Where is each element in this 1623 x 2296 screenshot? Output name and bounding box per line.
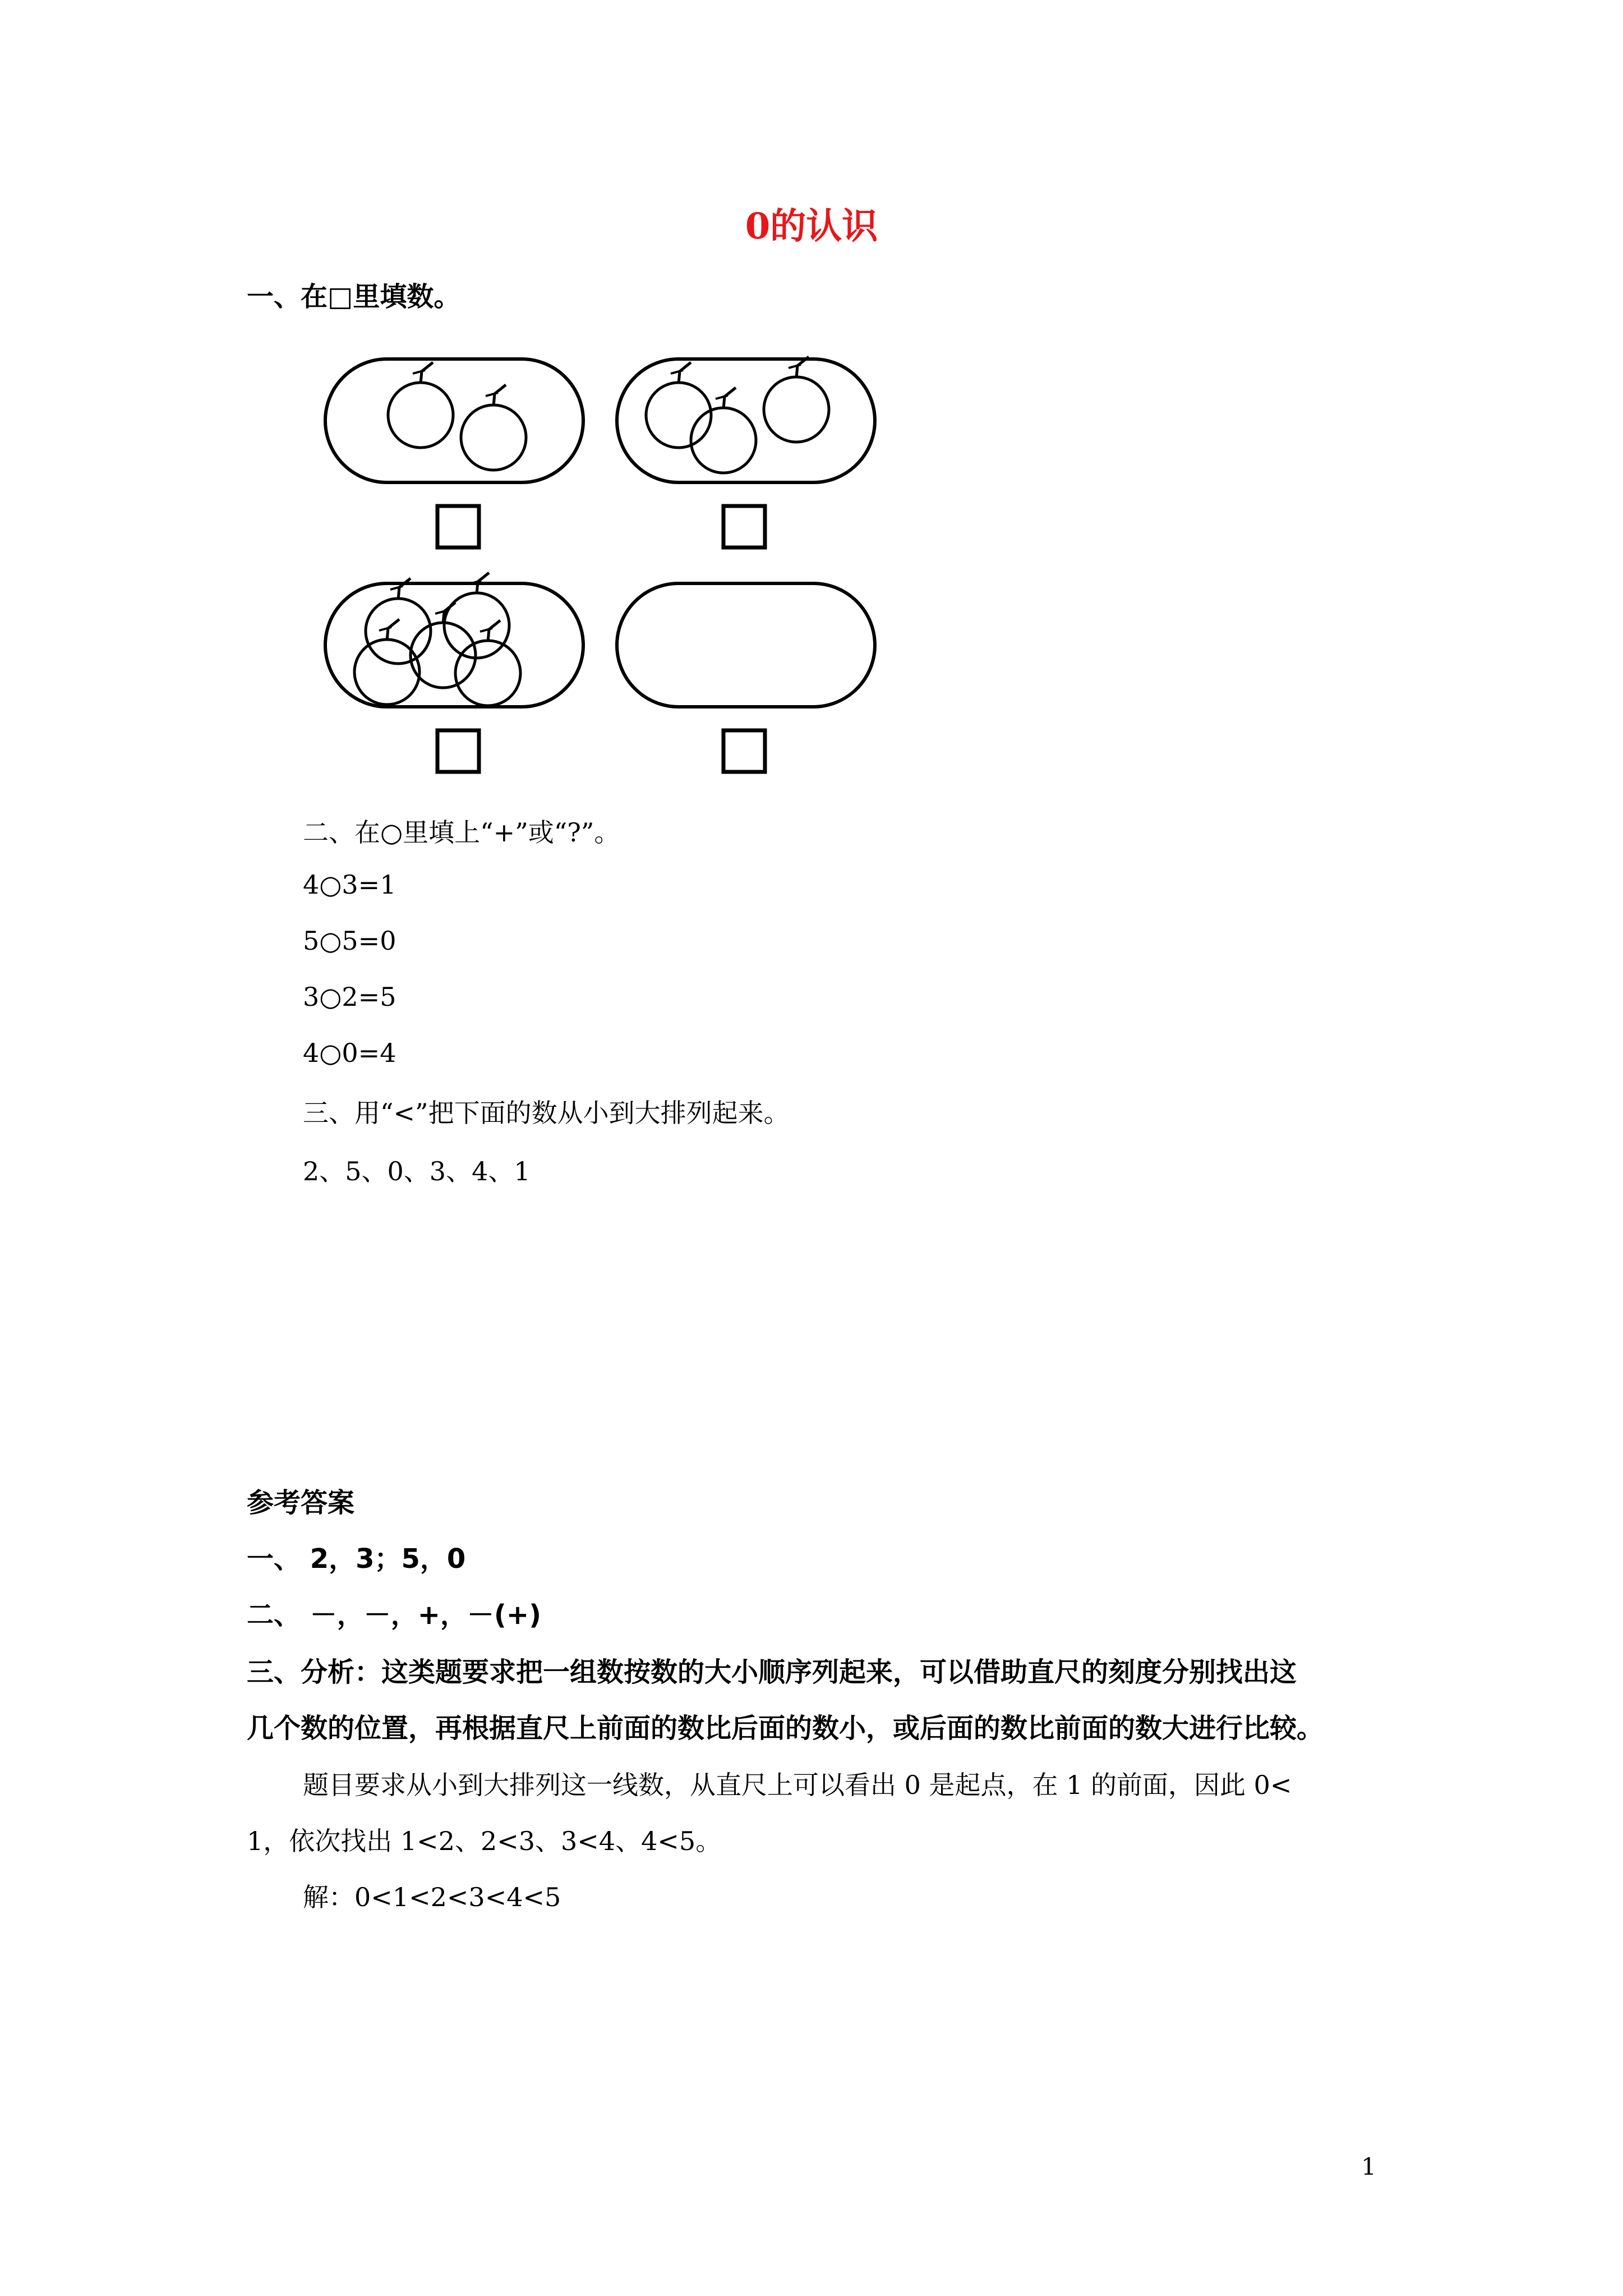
apple-icon — [691, 388, 756, 473]
answer-3-line-2: 几个数的位置，再根据直尺上前面的数比后面的数小，或后面的数比前面的数大进行比较。 — [247, 1713, 1324, 1744]
apple-icon — [444, 573, 509, 658]
apple-icon — [646, 362, 711, 448]
section2-heading: 二、在○里填上“+”或“?”。 — [303, 817, 620, 848]
panel-4 — [617, 583, 875, 772]
answer-box-3[interactable] — [437, 730, 479, 772]
answer-box-2[interactable] — [723, 506, 765, 547]
panel-3 — [325, 573, 583, 772]
apple-figure — [314, 348, 897, 785]
answers-heading: 参考答案 — [247, 1487, 355, 1519]
equation-4: 4○0=4 — [303, 1038, 396, 1068]
answer-3-line-1: 三、分析：这类题要求把一组数按数的大小顺序列起来，可以借助直尺的刻度分别找出这 — [247, 1657, 1297, 1688]
equation-1: 4○3=1 — [303, 869, 396, 900]
answer-1: 一、 2，3；5，0 — [247, 1543, 466, 1575]
panel-1 — [325, 359, 583, 547]
panel-2 — [617, 357, 875, 547]
apple-icon — [388, 362, 453, 448]
apple-icon — [764, 357, 829, 442]
solution: 解：0<1<2<3<4<5 — [303, 1882, 561, 1912]
page-number: 1 — [1361, 2153, 1376, 2180]
explanation-line-2: 1，依次找出 1<2、2<3、3<4、4<5。 — [247, 1826, 722, 1856]
apple-icon — [461, 385, 526, 470]
explanation-line-1: 题目要求从小到大排列这一线数，从直尺上可以看出 0 是起点，在 1 的前面，因此 0< — [303, 1770, 1292, 1800]
answer-box-1[interactable] — [437, 506, 479, 547]
section3-heading: 三、用“<”把下面的数从小到大排列起来。 — [303, 1098, 790, 1128]
equation-2: 5○5=0 — [303, 926, 396, 956]
number-list: 2、5、0、3、4、1 — [303, 1156, 531, 1186]
equation-3: 3○2=5 — [303, 982, 396, 1012]
page-title: 0的认识 — [745, 205, 878, 247]
answer-2: 二、 －，－，+，－(+) — [247, 1599, 542, 1631]
section1-heading: 一、在□里填数。 — [247, 281, 461, 312]
answer-box-4[interactable] — [723, 730, 765, 772]
